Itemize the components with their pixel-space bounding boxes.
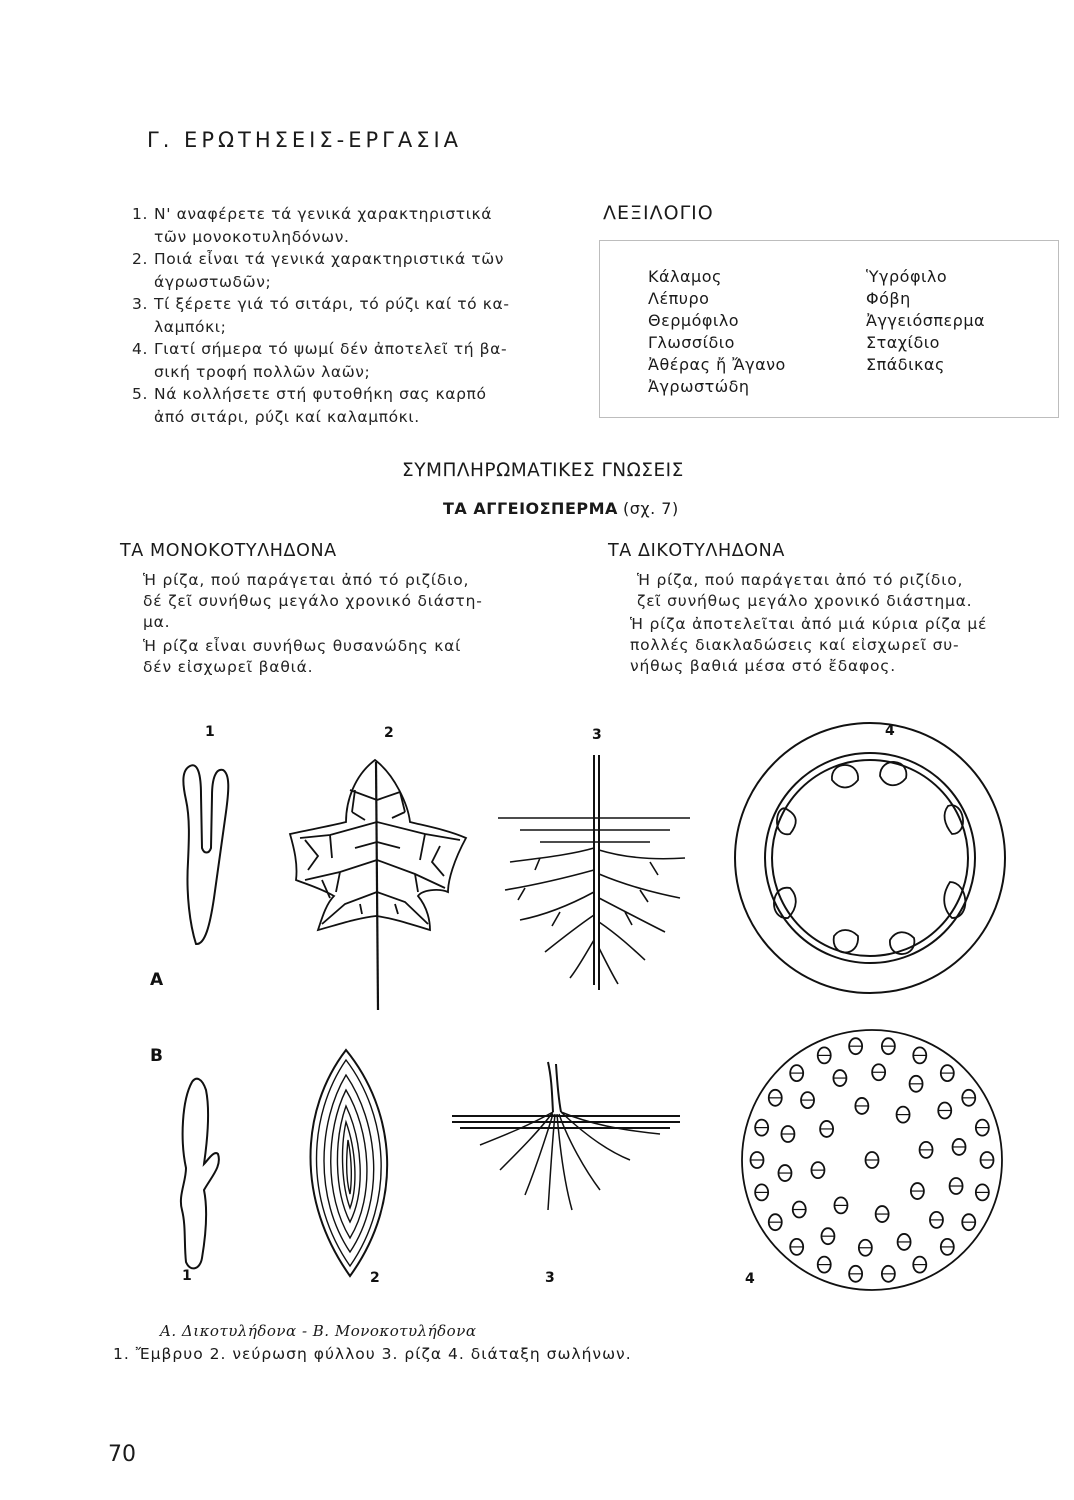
fig-top-number-3: 3	[592, 727, 602, 743]
question-line: Ν' αναφέρετε τά γενικά χαρακτηριστικά	[154, 205, 493, 223]
angiosperms-label: ΤΑ ΑΓΓΕΙΟΣΠΕΡΜΑ	[443, 499, 618, 518]
question-number: 4.	[132, 340, 148, 358]
section-heading: Γ. ΕΡΩΤΗΣΕΙΣ-ΕΡΓΑΣΙΑ	[147, 128, 463, 152]
fig-top-number-2: 2	[384, 725, 394, 741]
paragraph-line: νήθως βαθιά μέσα στό ἔδαφος.	[630, 657, 896, 675]
fibrous-root-drawing	[452, 1062, 680, 1210]
glossary-term: Σταχίδιο	[866, 333, 940, 352]
question-number: 3.	[132, 295, 148, 313]
fig-bottom-number-4: 4	[745, 1271, 755, 1287]
question-line: τῶν μονοκοτυληδόνων.	[154, 227, 350, 246]
paragraph-line: ζεῖ συνήθως μεγάλο χρονικό διάστημα.	[637, 592, 973, 610]
question-number: 2.	[132, 250, 148, 268]
taproot-drawing	[498, 755, 690, 990]
supplementary-title: ΣΥΜΠΛΗΡΩΜΑΤΙΚΕΣ ΓΝΩΣΕΙΣ	[402, 460, 684, 481]
monocot-stem-section-drawing	[742, 1030, 1002, 1290]
row-a-label: A	[150, 970, 164, 990]
glossary-term: Ἀγγειόσπερμα	[866, 311, 986, 330]
paragraph-line: Ἡ ρίζα, πού παράγεται ἀπό τό ριζίδιο,	[637, 571, 964, 589]
glossary-term: Λέπυρο	[648, 289, 710, 308]
dicot-stem-section-drawing	[735, 723, 1005, 993]
question-number: 1.	[132, 205, 148, 223]
glossary-term: Ἀγρωστώδη	[648, 377, 750, 396]
question-line: Γιατί σήμερα τό ψωμί δέν ἀποτελεῖ τή βα-	[154, 340, 508, 358]
glossary-title: ΛΕΞΙΛΟΓΙΟ	[603, 202, 714, 224]
dicot-embryo-drawing	[183, 765, 228, 944]
question-number: 5.	[132, 385, 148, 403]
figure-reference: (σχ. 7)	[623, 499, 679, 518]
question-line: Ποιά εἶναι τά γενικά χαρακτηριστικά τῶν	[154, 250, 505, 268]
glossary-term: Σπάδικας	[866, 355, 945, 374]
page-number: 70	[108, 1442, 136, 1467]
row-b-label: B	[150, 1046, 163, 1066]
paragraph-line: πολλές διακλαδώσεις καί εἰσχωρεῖ συ-	[630, 636, 960, 654]
question-line: Νά κολλήσετε στή φυτοθήκη σας καρπό	[154, 385, 487, 403]
glossary-term: Ὑγρόφιλο	[866, 267, 948, 286]
glossary-term: Γλωσσίδιο	[648, 333, 735, 352]
glossary-term: Κάλαμος	[648, 267, 722, 286]
question-line: σική τροφή πολλῶν λαῶν;	[154, 362, 371, 381]
monocot-embryo-drawing	[181, 1079, 219, 1269]
paragraph-line: Ἡ ρίζα εἶναι συνήθως θυσανώδης καί	[143, 637, 462, 655]
question-line: Τί ξέρετε γιά τό σιτάρι, τό ρύζι καί τό κα-	[154, 295, 510, 313]
monocots-title: ΤΑ ΜΟΝΟΚΟΤΥΛΗΔΟΝΑ	[120, 541, 337, 561]
paragraph-line: δέν εἰσχωρεῖ βαθιά.	[143, 658, 314, 676]
dicot-leaf-drawing	[290, 760, 466, 1010]
fig-bottom-number-3: 3	[545, 1270, 555, 1286]
paragraph-line: μα.	[143, 613, 171, 631]
paragraph-line: δέ ζεῖ συνήθως μεγάλο χρονικό διάστη-	[143, 592, 483, 610]
fig-bottom-number-2: 2	[370, 1270, 380, 1286]
fig-top-number-1: 1	[205, 724, 215, 740]
question-line: λαμπόκι;	[154, 317, 227, 336]
question-line: άγρωστωδῶν;	[154, 272, 272, 291]
figure-caption-parts: 1. Ἔμβρυο 2. νεύρωση φύλλου 3. ρίζα 4. διάταξη σωλήνων.	[113, 1345, 632, 1363]
glossary-term: Φόβη	[866, 289, 911, 308]
glossary-term: Θερμόφιλο	[648, 311, 740, 330]
fig-bottom-number-1: 1	[182, 1268, 192, 1284]
paragraph-line: Ἡ ρίζα, πού παράγεται ἀπό τό ριζίδιο,	[143, 571, 470, 589]
monocot-leaf-drawing	[311, 1050, 388, 1276]
glossary-term: Ἀθέρας ἤ Ἄγανο	[648, 355, 786, 374]
figure-caption-legend: Α. Δικοτυλήδονα - Β. Μονοκοτυλήδονα	[160, 1322, 477, 1340]
fig-top-number-4: 4	[885, 723, 895, 739]
paragraph-line: Ἡ ρίζα ἀποτελεῖται ἀπό μιά κύρια ρίζα μέ	[630, 615, 988, 633]
question-line: ἀπό σιτάρι, ρύζι καί καλαμπόκι.	[154, 407, 420, 426]
dicots-title: ΤΑ ΔΙΚΟΤΥΛΗΔΟΝΑ	[608, 541, 785, 561]
